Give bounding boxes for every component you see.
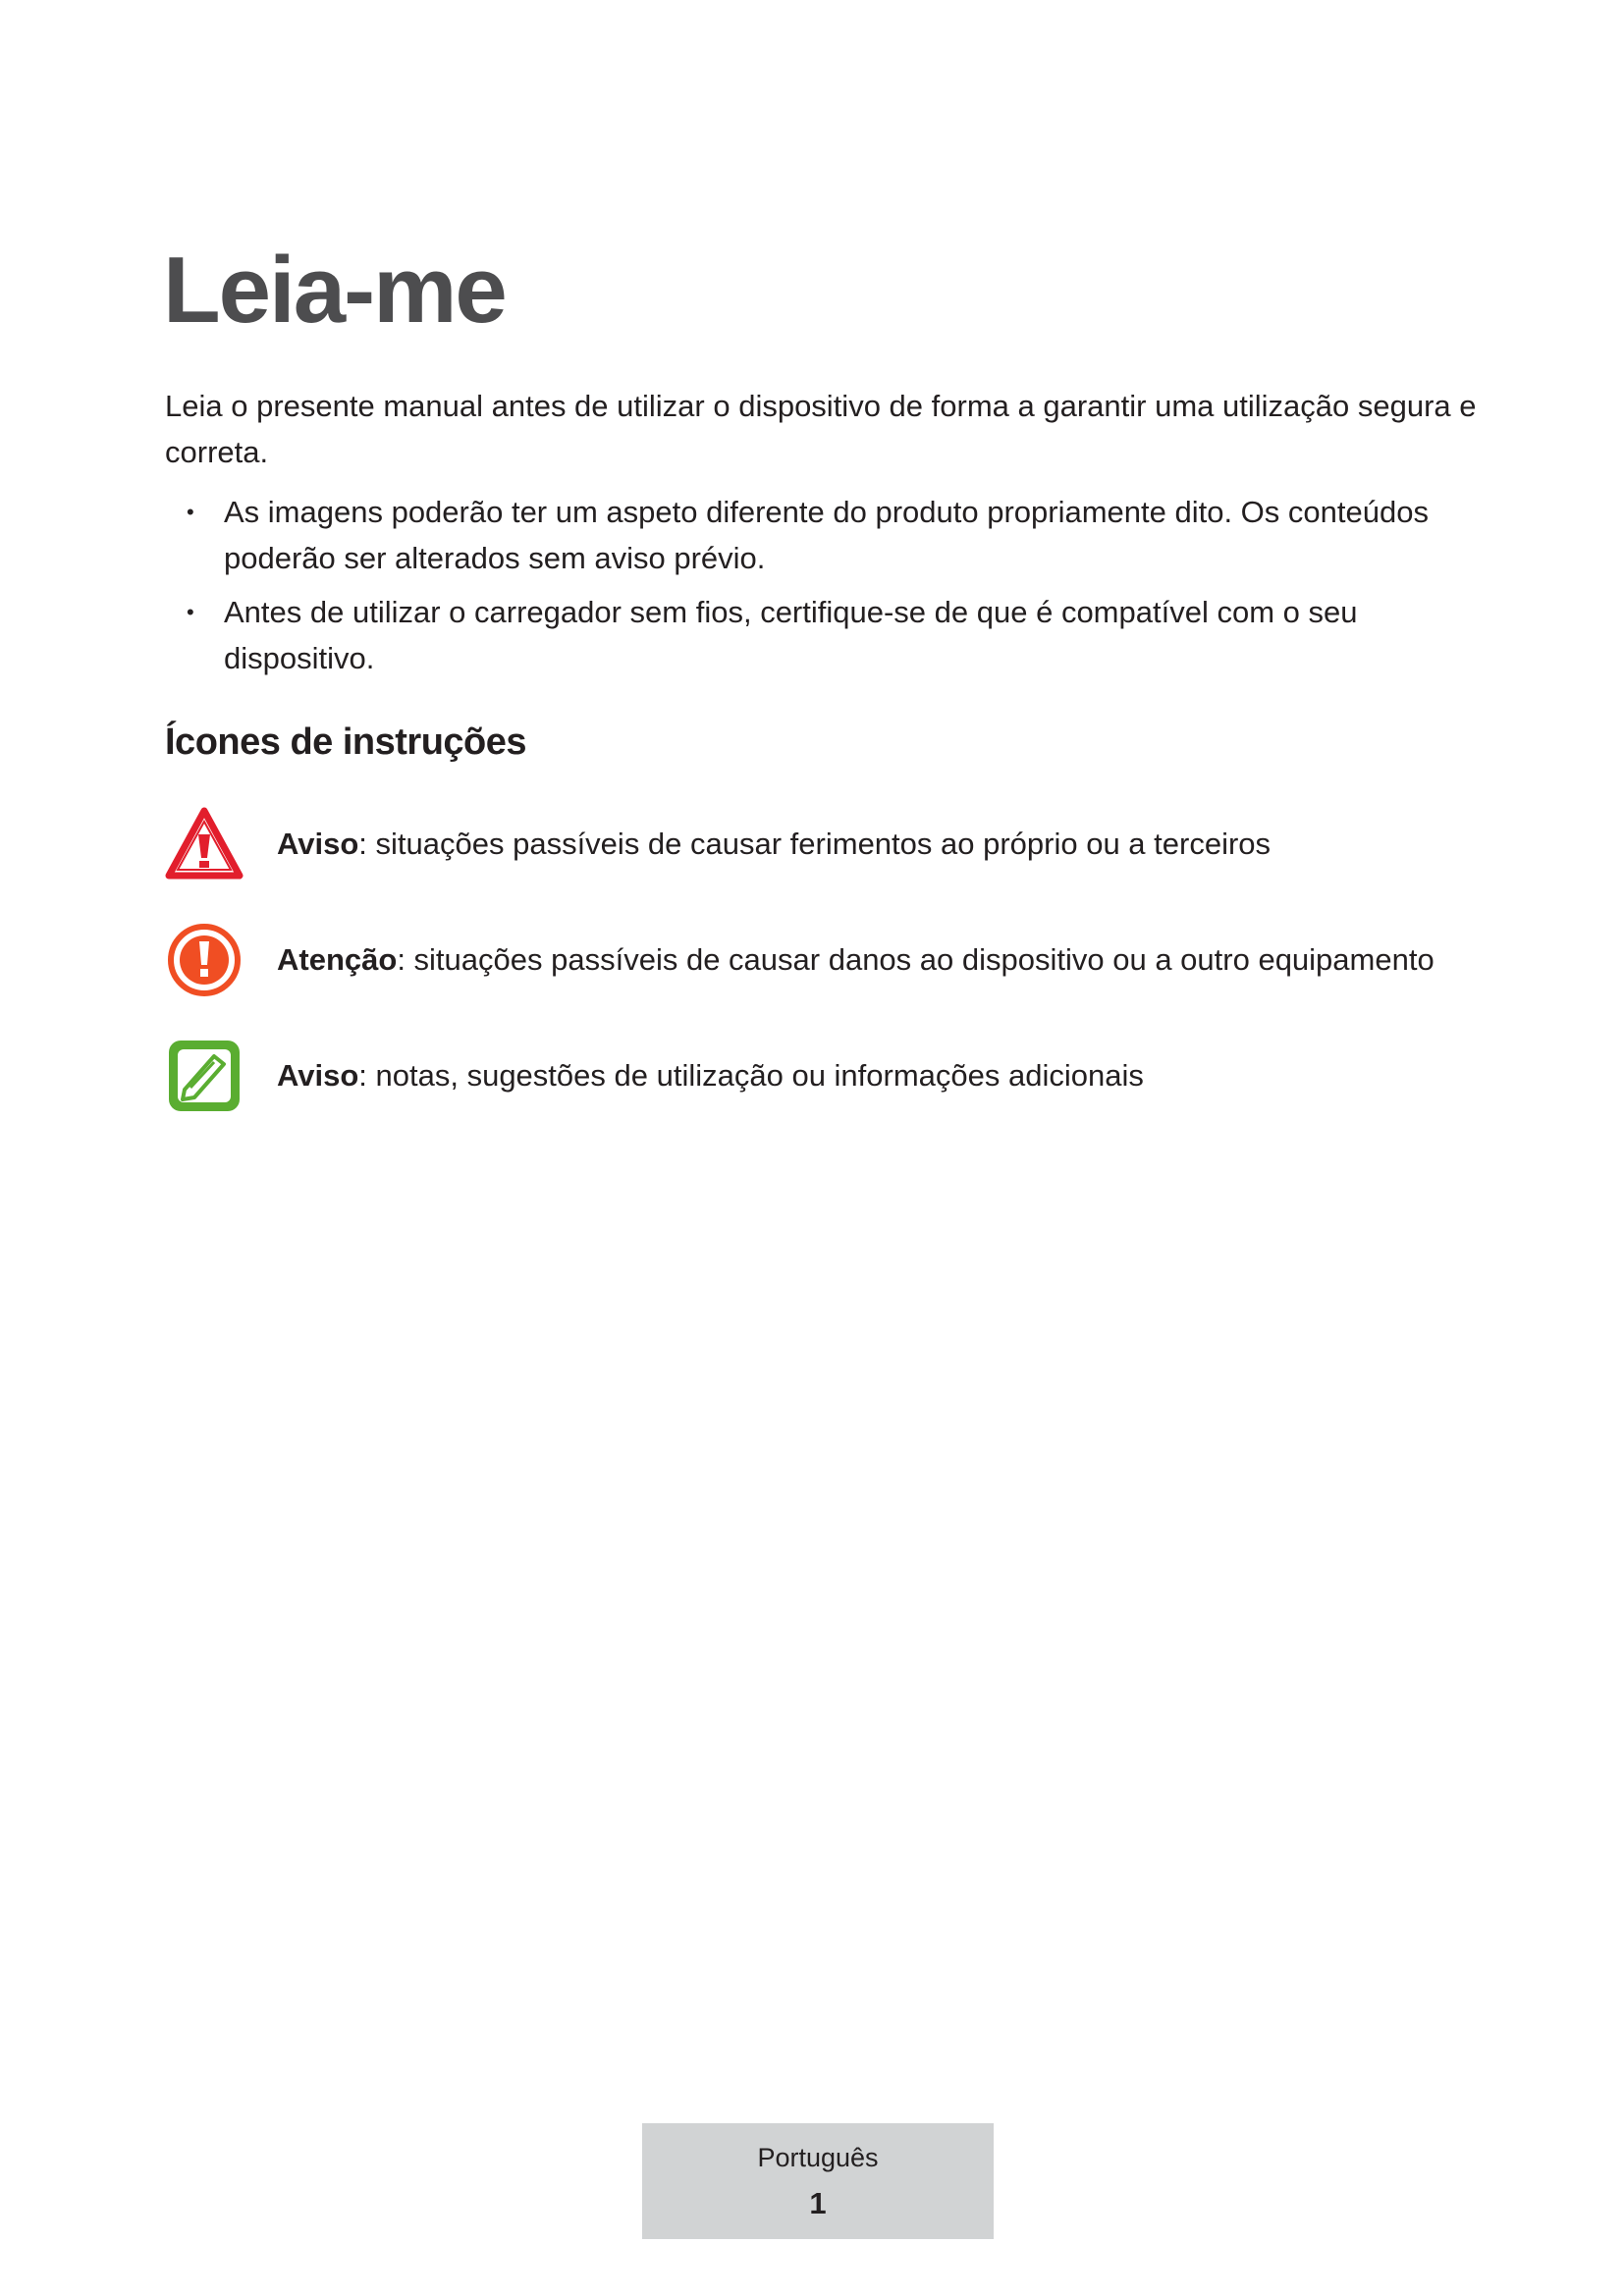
page-number: 1: [809, 2186, 827, 2220]
instruction-description: situações passíveis de causar ferimentos ao próprio ou a terceiros: [375, 827, 1272, 861]
bullet-marker: •: [187, 600, 194, 624]
instruction-text: [277, 825, 1271, 864]
instruction-separator: :: [358, 827, 376, 861]
instruction-description: notas, sugestões de utilização ou informações adicionais: [375, 1058, 1144, 1093]
warning-triangle-icon: [165, 805, 244, 883]
instruction-row-note: [165, 1037, 1490, 1115]
caution-circle-icon: [165, 921, 244, 999]
instruction-separator: :: [358, 1058, 376, 1093]
bullet-text: As imagens poderão ter um aspeto diferente do produto propriamente dito. Os conteúdos poderão ser alterados sem aviso prévio.: [224, 495, 1429, 575]
instruction-text: [277, 940, 1435, 980]
footer-language: Português: [757, 2143, 879, 2172]
instruction-label: Aviso: [277, 827, 359, 861]
list-item: [165, 589, 1481, 681]
instruction-description: situações passíveis de causar danos ao dispositivo ou a outro equipamento: [413, 942, 1435, 977]
bullet-text: Antes de utilizar o carregador sem fios, certifique-se de que é compatível com o seu dispositivo.: [224, 595, 1358, 675]
notice-list: [165, 489, 1481, 689]
page-title: Leia-me: [163, 238, 506, 343]
intro-paragraph: Leia o presente manual antes de utilizar o dispositivo de forma a garantir uma utilização segura e correta.: [165, 389, 1477, 469]
instruction-label: Atenção: [277, 942, 398, 977]
instruction-row-warning: [165, 805, 1490, 883]
instruction-label: Aviso: [277, 1058, 359, 1093]
instruction-text: [277, 1056, 1144, 1095]
bullet-marker: •: [187, 500, 194, 524]
page-footer: [642, 2123, 994, 2239]
instruction-separator: :: [397, 942, 414, 977]
instruction-row-caution: [165, 921, 1490, 999]
list-item: [165, 489, 1481, 581]
section-heading: Ícones de instruções: [165, 721, 527, 763]
note-pencil-icon: [165, 1037, 244, 1115]
